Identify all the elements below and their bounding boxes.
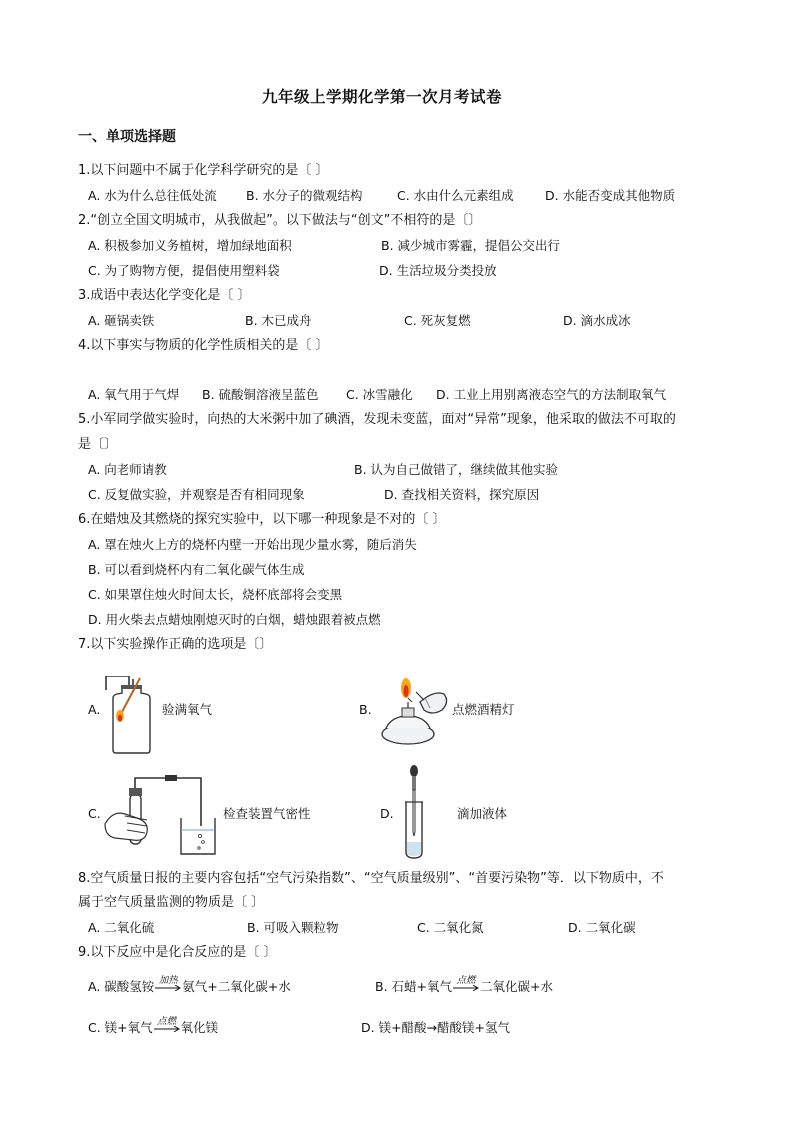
question-9-option-c-products: 氧化镁 — [180, 1020, 219, 1035]
question-9-option-b[interactable] — [375, 974, 553, 996]
question-3-option-d[interactable]: D. 滴水成冰 — [563, 313, 631, 328]
question-3-option-b[interactable]: B. 木已成舟 — [245, 313, 312, 328]
question-4-option-d[interactable]: D. 工业上用别离液态空气的方法制取氧气 — [436, 387, 667, 402]
reaction-arrow-icon — [154, 1015, 180, 1036]
question-7-option-c-letter[interactable]: C. — [88, 806, 101, 821]
question-7-option-b-label: 点燃酒精灯 — [452, 702, 515, 717]
question-9-option-b-products: 二氧化碳+水 — [480, 979, 553, 994]
question-8-stem-line-1: 8.空气质量日报的主要内容包括“空气污染指数”、“空气质量级别”、“首要污染物”等．以下物质中，不 — [78, 871, 664, 886]
reaction-arrow-icon — [453, 974, 479, 995]
question-3-option-a[interactable]: A. 砸锅卖铁 — [88, 313, 155, 328]
question-3-option-c[interactable]: C. 死灰复燃 — [404, 313, 471, 328]
question-6-option-a[interactable]: A. 罩在烛火上方的烧杯内壁一开始出现少量水雾，随后消失 — [88, 537, 417, 552]
question-5-stem-line-2: 是〔〕 — [78, 437, 118, 452]
oxygen-full-check-figure — [103, 676, 155, 754]
question-2-option-b[interactable]: B. 减少城市雾霾，提倡公交出行 — [381, 238, 561, 253]
question-9-option-c-reactant: C. 镁+氧气 — [88, 1020, 153, 1035]
question-7-stem: 7.以下实验操作正确的选项是〔〕 — [78, 637, 273, 652]
question-6-option-b[interactable]: B. 可以看到烧杯内有二氧化碳气体生成 — [88, 562, 305, 577]
question-1-option-d[interactable]: D. 水能否变成其他物质 — [545, 188, 676, 203]
question-1-stem: 1.以下问题中不属于化学科学研究的是〔 〕 — [78, 163, 329, 178]
question-5-option-a[interactable]: A. 向老师请教 — [88, 462, 167, 477]
dropping-liquid-figure — [400, 764, 430, 860]
question-9-option-a[interactable] — [88, 974, 291, 996]
question-7-option-d-label: 滴加液体 — [457, 806, 508, 821]
section-heading: 一、单项选择题 — [78, 129, 176, 145]
question-2-option-a[interactable]: A. 积极参加义务植树，增加绿地面积 — [88, 238, 292, 253]
question-8-option-d[interactable]: D. 二氧化碳 — [568, 920, 636, 935]
question-7-option-b-letter[interactable]: B. — [359, 702, 372, 717]
reaction-condition: 加热 — [158, 974, 178, 986]
question-7-option-a-label: 验满氧气 — [162, 702, 213, 717]
airtightness-check-figure — [103, 766, 221, 858]
reaction-condition: 点燃 — [157, 1015, 177, 1027]
question-9-option-a-products: 氨气+二氧化碳+水 — [182, 979, 291, 994]
question-8-option-c[interactable]: C. 二氧化氮 — [417, 920, 484, 935]
question-7-option-c-label: 检查装置气密性 — [223, 806, 311, 821]
question-5-option-d[interactable]: D. 查找相关资料，探究原因 — [384, 487, 540, 502]
question-9-option-d[interactable]: D. 镁+醋酸→醋酸镁+氢气 — [361, 1020, 510, 1035]
question-8-option-b[interactable]: B. 可吸入颗粒物 — [247, 920, 339, 935]
question-2-stem: 2.“创立全国文明城市，从我做起”。以下做法与“创文”不相符的是〔〕 — [78, 213, 482, 228]
question-8-stem-line-2: 属于空气质量监测的物质是〔 〕 — [78, 895, 265, 910]
question-5-option-b[interactable]: B. 认为自己做错了，继续做其他实验 — [354, 462, 559, 477]
question-1-option-a[interactable]: A. 水为什么总往低处流 — [88, 188, 217, 203]
question-1-option-b[interactable]: B. 水分子的微观结构 — [246, 188, 363, 203]
question-4-option-c[interactable]: C. 冰雪融化 — [346, 387, 413, 402]
question-5-option-c[interactable]: C. 反复做实验，并观察是否有相同现象 — [88, 487, 305, 502]
question-3-stem: 3.成语中表达化学变化是〔 〕 — [78, 288, 251, 303]
question-6-stem: 6.在蜡烛及其燃烧的探究实验中，以下哪一种现象是不对的〔 〕 — [78, 512, 446, 527]
question-6-option-d[interactable]: D. 用火柴去点蜡烛刚熄灭时的白烟，蜡烛跟着被点燃 — [88, 612, 381, 627]
question-1-option-c[interactable]: C. 水由什么元素组成 — [397, 188, 514, 203]
page-title: 九年级上学期化学第一次月考试卷 — [262, 88, 503, 106]
question-9-option-a-reactant: A. 碳酸氢铵 — [88, 979, 155, 994]
question-7-option-d-letter[interactable]: D. — [380, 806, 394, 821]
question-9-option-c[interactable] — [88, 1015, 219, 1037]
reaction-condition: 点燃 — [456, 974, 476, 986]
question-9-option-b-reactant: B. 石蜡+氧气 — [375, 979, 452, 994]
alcohol-lamp-lighting-figure — [378, 672, 450, 750]
question-8-option-a[interactable]: A. 二氧化硫 — [88, 920, 155, 935]
question-2-option-d[interactable]: D. 生活垃圾分类投放 — [379, 263, 497, 278]
reaction-arrow-icon — [155, 974, 181, 995]
question-4-option-a[interactable]: A. 氧气用于气焊 — [88, 387, 180, 402]
question-4-stem: 4.以下事实与物质的化学性质相关的是〔 〕 — [78, 338, 329, 353]
question-2-option-c[interactable]: C. 为了购物方便，提倡使用塑料袋 — [88, 263, 280, 278]
question-9-stem: 9.以下反应中是化合反应的是〔 〕 — [78, 945, 277, 960]
question-7-option-a-letter[interactable]: A. — [88, 702, 101, 717]
question-4-option-b[interactable]: B. 硫酸铜溶液呈蓝色 — [202, 387, 319, 402]
question-5-stem-line-1: 5.小军同学做实验时，向热的大米粥中加了碘酒，发现未变蓝，面对“异常”现象，他采取的做法不可取的 — [78, 412, 676, 427]
question-6-option-c[interactable]: C. 如果罩住烛火时间太长，烧杯底部将会变黑 — [88, 587, 343, 602]
